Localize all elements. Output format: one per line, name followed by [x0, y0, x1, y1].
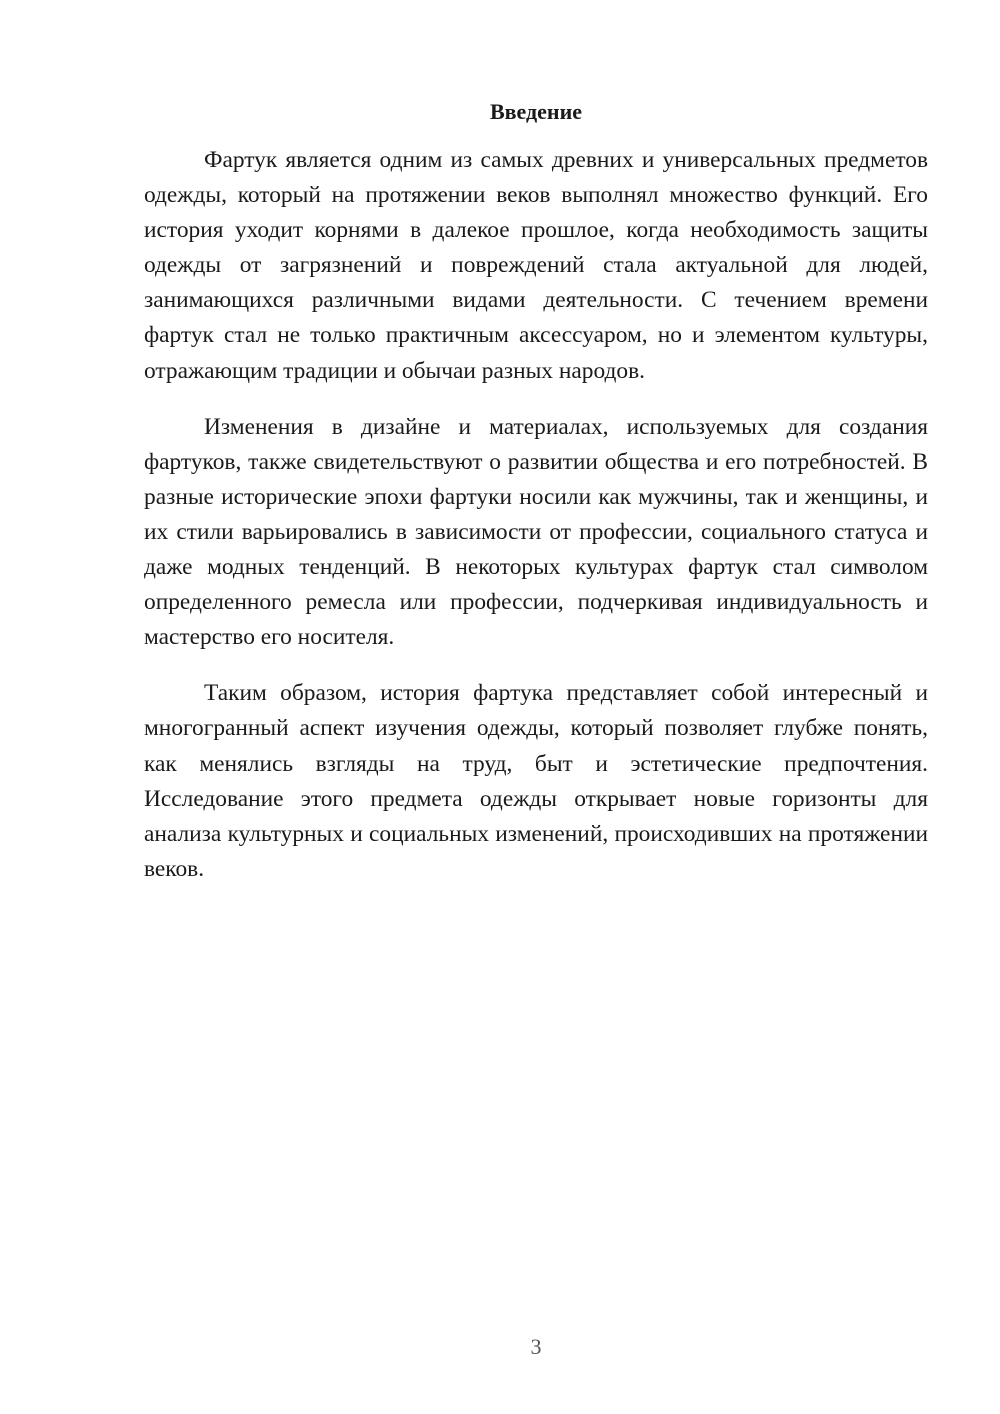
page-number: 3	[530, 1334, 542, 1359]
paragraph-1: Фартук является одним из самых древних и универсальных предметов одежды, который на протяжении веков выполнял множество функций. Его история уходит корнями в далекое прошлое, когда необходимость защиты одежды от загрязнений и повреждений стала актуальной для людей, занимающихся различными видами деятельности. С течением времени фартук стал не только практичным аксессуаром, но и элементом культуры, отражающим традиции и обычаи разных народов.	[144, 147, 928, 384]
body-text	[144, 143, 928, 908]
section-title: Введение	[489, 99, 583, 124]
paragraph-2: Изменения в дизайне и материалах, используемых для создания фартуков, также свидетельствуют о развитии общества и его потребностей. В разные исторические эпохи фартуки носили как мужчины, так и женщины, и их стили варьировались в зависимости от профессии, социального статуса и даже модных тенденций. В некоторых культурах фартук стал символом определенного ремесла или профессии, подчеркивая индивидуальность и мастерство его носителя.	[144, 413, 928, 651]
paragraph-3: Таким образом, история фартука представляет собой интересный и многогранный аспект изучения одежды, который позволяет глубже понять, как менялись взгляды на труд, быт и эстетические предпочтения. Исследование этого предмета одежды открывает новые горизонты для анализа культурных и социальных изменений, происходивших на протяжении веков.	[144, 680, 928, 882]
